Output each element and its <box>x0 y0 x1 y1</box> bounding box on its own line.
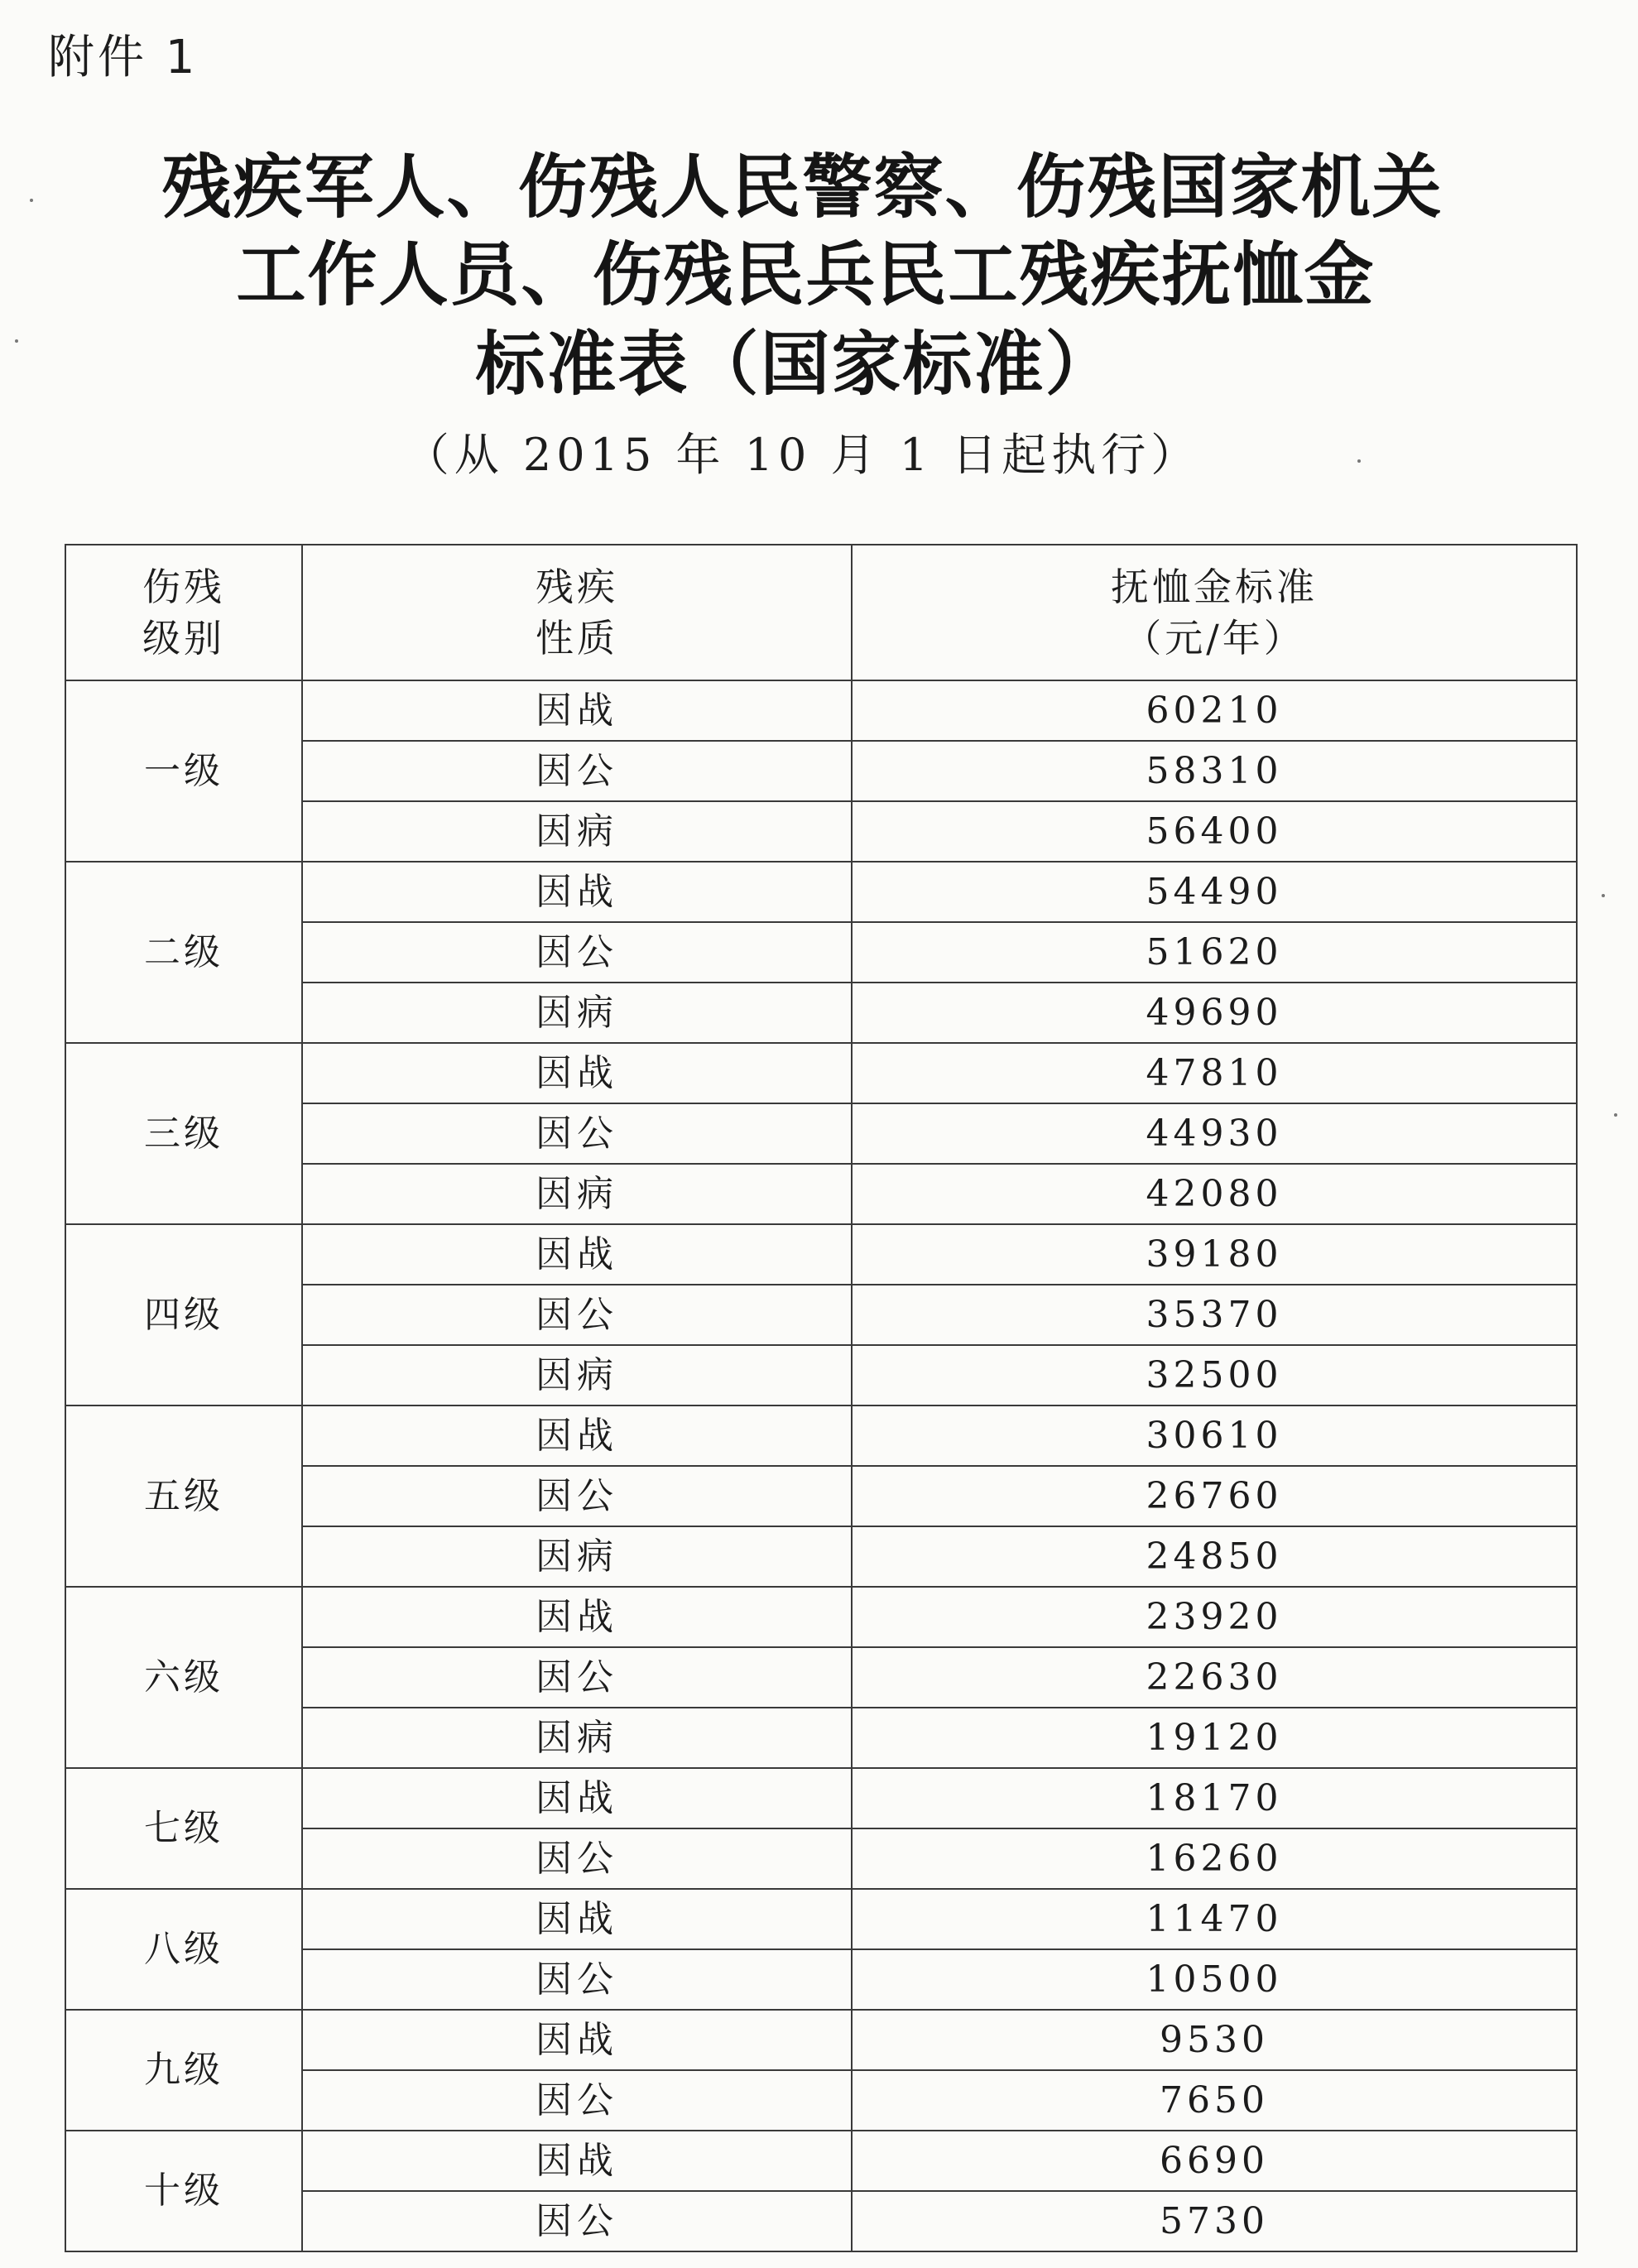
disability-nature-cell: 因战 <box>302 1768 852 1828</box>
scan-speck <box>30 199 33 202</box>
disability-nature-cell: 因公 <box>302 1103 852 1164</box>
disability-nature-cell: 因战 <box>302 1587 852 1647</box>
header-amount-line-2: （元/年） <box>1123 616 1305 661</box>
compensation-amount-cell: 26760 <box>852 1466 1577 1526</box>
table-row <box>65 1768 1577 1828</box>
compensation-amount-cell: 24850 <box>852 1526 1577 1587</box>
header-disability-nature <box>302 545 852 680</box>
compensation-amount-cell: 54490 <box>852 862 1577 922</box>
disability-nature-cell: 因病 <box>302 983 852 1043</box>
table-body <box>65 680 1577 2251</box>
compensation-amount-cell: 11470 <box>852 1889 1577 1949</box>
scan-speck <box>1357 459 1361 463</box>
disability-nature-cell: 因战 <box>302 2010 852 2070</box>
disability-grade-cell: 七级 <box>65 1768 302 1889</box>
header-compensation-amount <box>852 545 1577 680</box>
compensation-amount-cell: 6690 <box>852 2131 1577 2191</box>
disability-nature-cell: 因公 <box>302 1285 852 1345</box>
effective-date-subtitle: （从 2015 年 10 月 1 日起执行） <box>404 429 1201 481</box>
scan-speck <box>1614 1113 1617 1117</box>
disability-nature-cell: 因公 <box>302 922 852 983</box>
disability-grade-cell: 二级 <box>65 862 302 1043</box>
header-amount-line-1: 抚恤金标准 <box>1111 565 1318 609</box>
table-row <box>65 862 1577 922</box>
disability-nature-cell: 因战 <box>302 1224 852 1285</box>
compensation-amount-cell: 18170 <box>852 1768 1577 1828</box>
document-title-line-2: 工作人员、伤残民兵民工残疾抚恤金 <box>236 234 1376 315</box>
compensation-amount-cell: 10500 <box>852 1949 1577 2010</box>
document-title-line-1: 残疾军人、伤残人民警察、伤残国家机关 <box>161 147 1443 228</box>
table-row <box>65 1224 1577 1285</box>
scan-speck <box>1602 894 1605 897</box>
disability-nature-cell: 因病 <box>302 1708 852 1768</box>
table-row <box>65 1889 1577 1949</box>
compensation-amount-cell: 44930 <box>852 1103 1577 1164</box>
table-row <box>65 2131 1577 2191</box>
compensation-amount-cell: 7650 <box>852 2070 1577 2131</box>
scan-speck <box>15 339 18 343</box>
disability-grade-cell: 一级 <box>65 680 302 862</box>
compensation-amount-cell: 42080 <box>852 1164 1577 1224</box>
disability-nature-cell: 因病 <box>302 1526 852 1587</box>
disability-nature-cell: 因病 <box>302 1164 852 1224</box>
disability-grade-cell: 六级 <box>65 1587 302 1768</box>
header-nature-line-1: 残疾 <box>536 565 618 609</box>
table-row <box>65 2010 1577 2070</box>
disability-grade-cell: 八级 <box>65 1889 302 2010</box>
disability-nature-cell: 因病 <box>302 1345 852 1405</box>
compensation-amount-cell: 5730 <box>852 2191 1577 2251</box>
compensation-amount-cell: 16260 <box>852 1828 1577 1889</box>
compensation-amount-cell: 56400 <box>852 801 1577 862</box>
compensation-amount-cell: 9530 <box>852 2010 1577 2070</box>
attachment-label: 附件 1 <box>48 31 199 84</box>
disability-nature-cell: 因公 <box>302 741 852 801</box>
compensation-amount-cell: 22630 <box>852 1647 1577 1708</box>
table-row <box>65 1587 1577 1647</box>
disability-grade-cell: 三级 <box>65 1043 302 1224</box>
compensation-amount-cell: 47810 <box>852 1043 1577 1103</box>
compensation-amount-cell: 39180 <box>852 1224 1577 1285</box>
table-row <box>65 1405 1577 1466</box>
disability-nature-cell: 因公 <box>302 2070 852 2131</box>
disability-nature-cell: 因公 <box>302 1647 852 1708</box>
compensation-amount-cell: 51620 <box>852 922 1577 983</box>
disability-nature-cell: 因战 <box>302 2131 852 2191</box>
disability-grade-cell: 十级 <box>65 2131 302 2251</box>
table-row <box>65 680 1577 741</box>
table-header-row <box>65 545 1577 680</box>
compensation-amount-cell: 30610 <box>852 1405 1577 1466</box>
disability-nature-cell: 因公 <box>302 1466 852 1526</box>
disability-grade-cell: 五级 <box>65 1405 302 1587</box>
disability-nature-cell: 因战 <box>302 1043 852 1103</box>
disability-nature-cell: 因战 <box>302 1889 852 1949</box>
compensation-amount-cell: 35370 <box>852 1285 1577 1345</box>
compensation-amount-cell: 32500 <box>852 1345 1577 1405</box>
header-grade-line-2: 级别 <box>142 616 225 661</box>
disability-nature-cell: 因战 <box>302 862 852 922</box>
disability-nature-cell: 因公 <box>302 2191 852 2251</box>
compensation-amount-cell: 58310 <box>852 741 1577 801</box>
header-grade-line-1: 伤残 <box>142 565 225 609</box>
compensation-amount-cell: 49690 <box>852 983 1577 1043</box>
compensation-amount-cell: 60210 <box>852 680 1577 741</box>
disability-nature-cell: 因战 <box>302 1405 852 1466</box>
header-disability-grade <box>65 545 302 680</box>
compensation-amount-cell: 23920 <box>852 1587 1577 1647</box>
disability-nature-cell: 因公 <box>302 1828 852 1889</box>
disability-nature-cell: 因病 <box>302 801 852 862</box>
disability-grade-cell: 九级 <box>65 2010 302 2131</box>
disability-grade-cell: 四级 <box>65 1224 302 1405</box>
header-nature-line-2: 性质 <box>536 616 618 661</box>
compensation-standard-table <box>65 544 1578 2252</box>
disability-nature-cell: 因公 <box>302 1949 852 2010</box>
disability-nature-cell: 因战 <box>302 680 852 741</box>
table-row <box>65 1043 1577 1103</box>
compensation-amount-cell: 19120 <box>852 1708 1577 1768</box>
document-title-line-3: 标准表（国家标准） <box>475 324 1117 405</box>
